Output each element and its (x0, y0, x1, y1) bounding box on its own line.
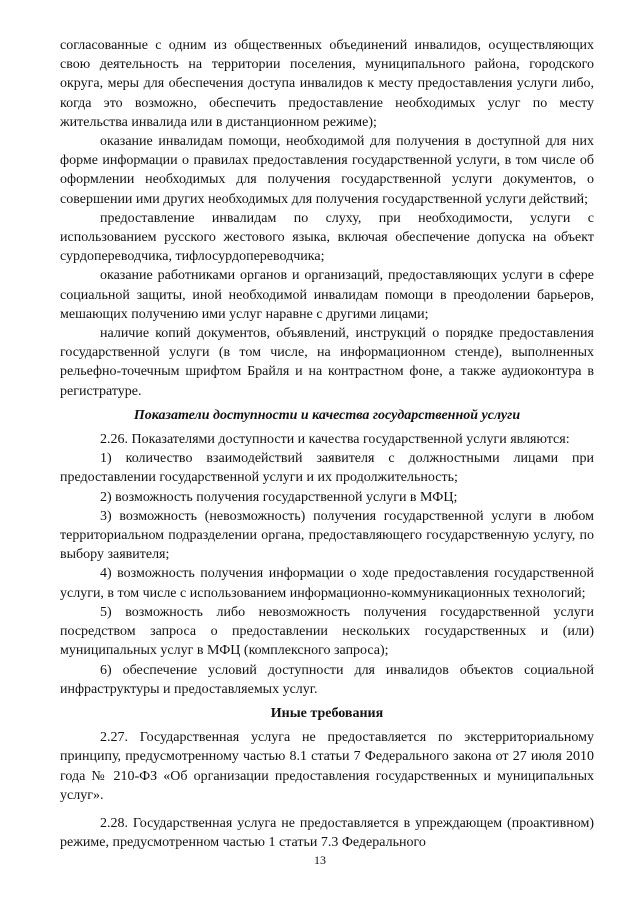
list-item-4: 4) возможность получения информации о ходе предоставления государственной услуги, в том числе с использованием информационно-коммуникационных технологий; (60, 566, 594, 601)
paragraph-2-28: 2.28. Государственная услуга не предоставляется в упреждающем (проактивном) режиме, предусмотренном частью 1 статьи 7.3 Федерального (60, 815, 594, 851)
list-item-6: 6) обеспечение условий доступности для инвалидов объектов социальной инфраструктуры и предоставляемых услуг. (60, 662, 594, 697)
page-number: 13 (314, 853, 326, 867)
list-item-2: 2) возможность получения государственной услуги в МФЦ; (100, 489, 458, 505)
document-page (60, 36, 594, 852)
paragraph-sign-language: предоставление инвалидам по слуху, при необходимости, услуги с использованием русского жестового языка, включая обеспечение допуска на объект сурдопереводчика, тифлосурдопереводчика; (60, 210, 594, 265)
list-item-5: 5) возможность либо невозможность получения государственной услуги посредством запроса о предоставлении нескольких государственных и (или) муниципальных услуг в МФЦ (комплексного запроса); (60, 604, 594, 659)
paragraph-braille: наличие копий документов, объявлений, инструкций о порядке предоставления государственной услуги (в том числе, на информационном стенде), выполненных рельефно-точечным шрифтом Брайля и на контрастном фоне, а также аудиоконтура в регистратуре. (60, 326, 594, 399)
list-item-1: 1) количество взаимодействий заявителя с должностными лицами при предоставлении государственной услуги и их продолжительность; (60, 451, 594, 486)
section-heading-other: Иные требования (270, 705, 384, 721)
paragraph-help-info: оказание инвалидам помощи, необходимой для получения в доступной для них форме информации о правилах предоставления государственной услуги, в том числе об оформлении необходимых для получения государственной услуги документов, о совершении ими других необходимых для получения государственной услуги действий; (60, 134, 594, 207)
paragraph-2-27: 2.27. Государственная услуга не предоставляется по экстерриториальному принципу, предусмотренному частью 8.1 статьи 7 Федерального закона от 27 июля 2010 года № 210-ФЗ «Об организации предоставления государственных и муниципальных услуг». (60, 730, 594, 803)
paragraph-continuation: согласованные с одним из общественных объединений инвалидов, осуществляющих свою деятельность на территории поселения, муниципального района, городского округа, меры для обеспечения доступа инвалидов к месту предоставления услуги либо, когда это возможно, обеспечить предоставление необходимых услуг по месту жительства инвалида или в дистанционном режиме); (60, 38, 594, 130)
paragraph-2-26: 2.26. Показателями доступности и качества государственной услуги являются: (100, 432, 570, 448)
list-item-3: 3) возможность (невозможность) получения государственной услуги в любом территориальном подразделении органа, предоставляющего государственную услугу, по выбору заявителя; (60, 508, 594, 563)
paragraph-social-help: оказание работниками органов и организаций, предоставляющих услуги в сфере социальной защиты, иной необходимой инвалидам помощи в преодолении барьеров, мешающих получению ими услуг наравне с другими лицами; (60, 268, 594, 322)
section-heading-quality: Показатели доступности и качества государственной услуги (133, 407, 521, 423)
